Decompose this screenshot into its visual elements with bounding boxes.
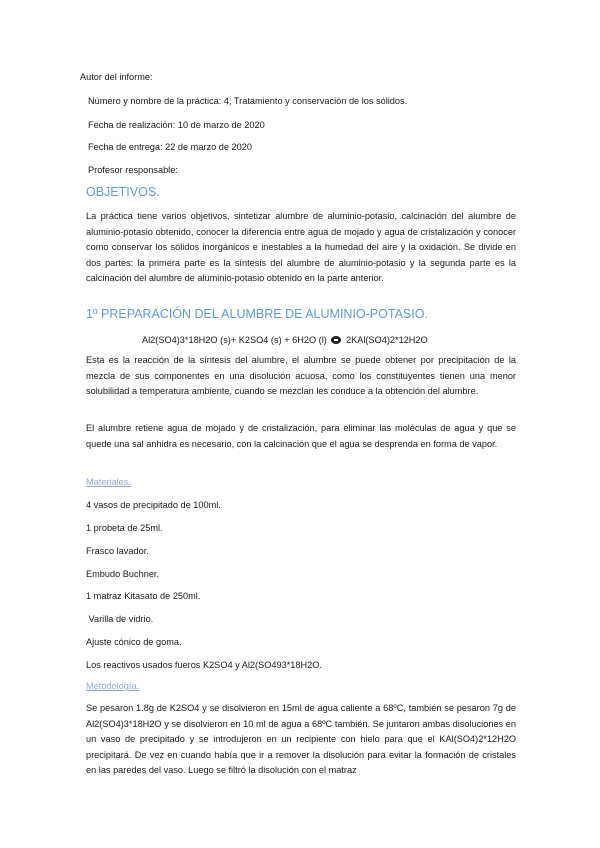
methodology-heading: Metodología. xyxy=(86,681,140,691)
material-item: Varilla de vidrio. xyxy=(86,614,154,624)
date-done-line: Fecha de realización: 10 de marzo de 2020 xyxy=(88,120,265,130)
material-item: 1 matraz Kitasato de 250ml. xyxy=(86,591,201,601)
objectives-paragraph: La práctica tiene varios objetivos, sintetizar alumbre de aluminio-potasio, calcinación del alumbre de aluminio-potasio obtenido, conocer la diferencia entre agua de mojado y agua de cristalización y conocer como conservar los sólidos inorgánicos e inestables a la humedad del aire y la oxidación. Se divide en dos partes: la primera parte es la síntesis del alumbre de aluminio-potasio y la segunda parte es la calcinación del alumbre de aluminio-potasio obtenido en la parte anterior. xyxy=(86,211,516,284)
synthesis-paragraph: Esta es la reacción de la síntesis del alumbre, el alumbre se puede obtener por precipitación de la mezcla de sus componentes en una disolución acuosa, como los constituyentes tienen una menor solubilidad a temperatura ambiente, cuando se mezclan les conduce a la obtención del alumbre. xyxy=(86,355,516,397)
materials-heading: Materiales. xyxy=(86,477,131,487)
equation-products: 2KAl(SO4)2*12H2O xyxy=(345,335,428,345)
material-item: Los reactivos usados fueros K2SO4 y Al2(SO493*18H2O. xyxy=(86,660,322,670)
equation-reactants: Al2(SO4)3*18H2O (s)+ K2SO4 (s) + 6H2O (l) xyxy=(142,335,327,345)
author-line: Autor del informe: xyxy=(80,72,153,82)
material-item: Frasco lavador. xyxy=(86,546,149,556)
material-item: 4 vasos de precipitado de 100ml. xyxy=(86,500,221,510)
date-delivery-line: Fecha de entrega: 22 de marzo de 2020 xyxy=(88,142,252,152)
objectives-heading: OBJETIVOS. xyxy=(86,185,160,199)
material-item: Ajuste cónico de goma. xyxy=(86,637,182,647)
professor-line: Profesor responsable: xyxy=(88,165,178,175)
reaction-equation xyxy=(142,334,428,346)
material-item: 1 probeta de 25ml. xyxy=(86,523,163,533)
practice-line: Número y nombre de la práctica: 4, Tratamiento y conservación de los sólidos. xyxy=(88,96,408,106)
section1-heading: 1º PREPARACIÓN DEL ALUMBRE DE ALUMINIO-POTASIO. xyxy=(86,307,428,321)
water-paragraph: El alumbre retiene agua de mojado y de cristalización, para eliminar las moléculas de agua y que se quede una sal anhidra es necesario, con la calcinación que el agua se desprenda en forma de vapor. xyxy=(86,423,516,449)
material-item: Embudo Buchner. xyxy=(86,569,160,579)
methodology-paragraph: Se pesaron 1.8g de K2SO4 y se disolvieron en 15ml de agua caliente a 68ºC, también se pesaron 7g de Al2(SO4)3*18H2O y se disolvieron en 10 ml de agua a 68ºC también. Se juntaron ambas disoluciones en un vaso de precipitado y se introdujeron en un recipiente con hielo para que el KAl(SO4)2*12H2O precipitará. De vez en cuando había que ir a remover la disolución para evitar la formación de cristales en las paredes del vaso. Luego se filtró la disolución con el matraz xyxy=(86,703,516,776)
reaction-arrow-icon xyxy=(331,336,341,344)
